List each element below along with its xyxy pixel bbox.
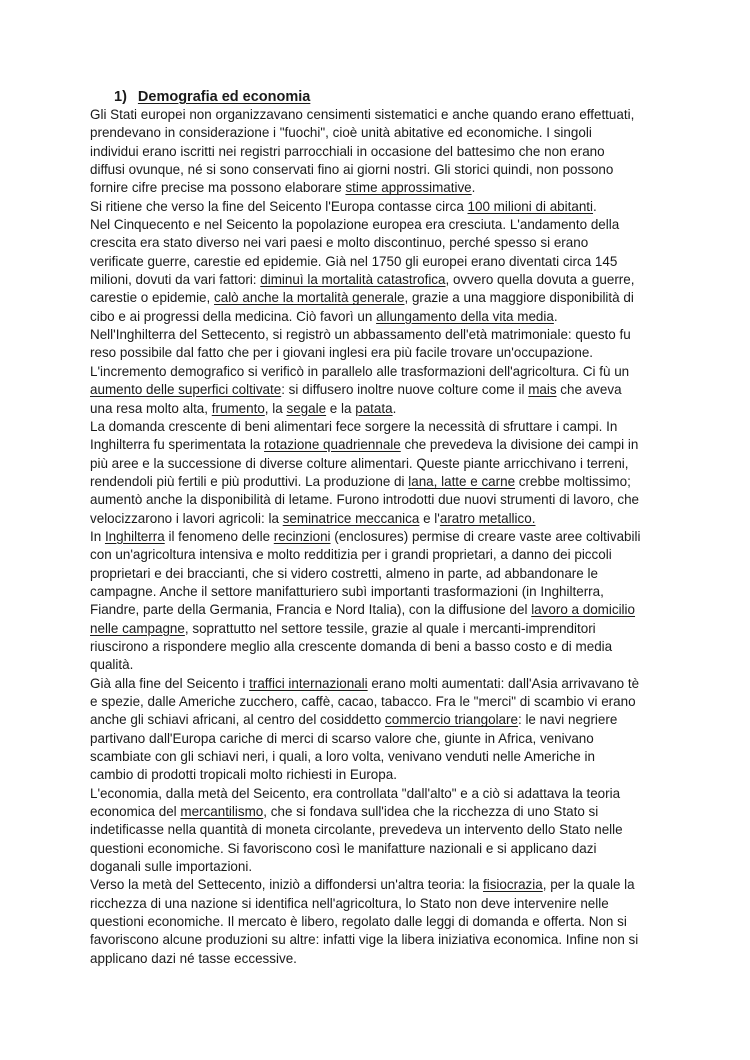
text-run: il fenomeno delle: [164, 528, 274, 544]
underlined-term: commercio triangolare: [385, 712, 518, 728]
text-run: , ovvero quella dovuta a guerre,: [445, 272, 635, 288]
text-line: [90, 730, 660, 748]
paragraph: [90, 106, 660, 198]
text-run: e la: [326, 400, 356, 416]
text-line: [90, 546, 660, 564]
text-run: reso possibile dal fatto che per i giovani inglesi era più facile trovare un'occupazione.: [90, 345, 594, 361]
text-run: , grazie a una maggiore disponibilità di: [404, 290, 634, 306]
paragraph: [90, 528, 660, 675]
text-run: fornire cifre precise ma possono elaborare: [90, 180, 346, 196]
paragraph: [90, 876, 660, 968]
text-run: .: [392, 400, 397, 416]
text-line: [90, 271, 660, 289]
text-run: In: [90, 528, 105, 544]
text-run: favoriscono alcune produzioni su altre: infatti vige la libera iniziativa economica. Infine non si: [90, 932, 639, 948]
text-run: Gli Stati europei non organizzavano censimenti sistematici e anche quando erano effettuati,: [90, 107, 635, 122]
text-line: [90, 418, 660, 436]
underlined-term: aumento delle superfici coltivate: [90, 382, 282, 398]
text-line: [90, 106, 660, 124]
text-run: che prevedeva la divisione dei campi in: [400, 437, 639, 453]
text-run: milioni, dovuti da vari fattori:: [90, 272, 261, 288]
text-line: [90, 931, 660, 949]
text-run: Si ritiene che verso la fine del Seicento l'Europa contasse circa: [90, 198, 468, 214]
text-line: [90, 601, 660, 619]
text-run: più aree e la successione di diverse colture alimentari. Queste piante arricchivano i terreni,: [90, 455, 629, 471]
paragraph: [90, 418, 660, 528]
text-line: [90, 876, 660, 894]
underlined-term: aratro metallico.: [439, 510, 536, 526]
text-run: Inghilterra fu sperimentata la: [90, 437, 265, 453]
text-line: [90, 528, 660, 546]
text-line: [90, 895, 660, 913]
underlined-term: recinzioni: [273, 528, 331, 544]
text-line: [90, 858, 660, 876]
text-line: [90, 565, 660, 583]
text-run: Fiandre, parte della Germania, Francia e Nord Italia), con la diffusione del: [90, 602, 532, 618]
text-run: Nel Cinquecento e nel Seicento la popolazione europea era cresciuta. L'andamento della: [90, 217, 620, 233]
text-run: verificate guerre, carestie ed epidemie. Già nel 1750 gli europei erano diventati circa 145: [90, 253, 618, 269]
text-run: , la: [264, 400, 287, 416]
text-run: , che si fondava sull'idea che la ricchezza di uno Stato si: [263, 804, 599, 820]
text-line: [90, 344, 660, 362]
text-run: L'incremento demografico si verificò in parallelo alle trasformazioni dell'agricoltura. Ci fù un: [90, 363, 630, 379]
text-line: [90, 143, 660, 161]
underlined-term: Inghilterra: [104, 528, 165, 544]
text-run: Già alla fine del Seicento i: [90, 675, 250, 691]
paragraph: [90, 216, 660, 326]
text-run: applicano dazi né tasse eccessive.: [90, 950, 297, 966]
text-run: anche gli schiavi africani, al centro del cosiddetto: [90, 712, 386, 728]
text-run: L'economia, dalla metà del Seicento, era controllata "dall'alto" e a ciò si adattava la teoria: [90, 785, 621, 801]
text-run: La domanda crescente di beni alimentari fece sorgere la necessità di sfruttare i campi. In: [90, 418, 618, 434]
text-line: [90, 656, 660, 674]
text-run: questioni economiche. Si favoriscono così le manifatture nazionali e si applicano dazi: [90, 840, 597, 856]
paragraph: [90, 785, 660, 877]
paragraph: [90, 326, 660, 363]
text-run: ricchezza di una nazione si identifica nell'agricoltura, lo Stato non deve intervenire nelle: [90, 895, 609, 911]
text-run: (enclosures) permise di creare vaste aree coltivabili: [330, 528, 641, 544]
paragraph: [90, 363, 660, 418]
text-line: [90, 289, 660, 307]
text-line: [90, 473, 660, 491]
text-run: .: [593, 198, 597, 214]
text-run: , per la quale la: [542, 877, 635, 893]
text-line: [90, 748, 660, 766]
underlined-term: patata: [355, 400, 393, 416]
text-line: [90, 308, 660, 326]
text-line: [90, 821, 660, 839]
text-run: .: [553, 308, 558, 324]
text-line: [90, 638, 660, 656]
text-run: qualità.: [90, 657, 134, 673]
text-run: erano molti aumentati: dall'Asia arrivavano tè: [367, 675, 640, 691]
text-run: campagne. Anche il settore manifatturiero subì importanti trasformazioni (in Inghilterra,: [90, 583, 604, 599]
text-run: riuscirono a rispondere meglio alla crescente domanda di beni a basso costo e di media: [90, 638, 613, 654]
body-text: [90, 106, 660, 968]
underlined-term: allungamento della vita media: [376, 308, 554, 324]
underlined-term: diminuì la mortalità catastrofica: [260, 272, 446, 288]
text-run: carestie o epidemie,: [90, 290, 214, 306]
text-run: rendendoli più fertili e più produttivi. La produzione di: [90, 473, 409, 489]
underlined-term: nelle campagne: [90, 620, 185, 636]
text-run: indetificasse nella quantità di moneta circolante, prevedeva un intervento dello Stato nelle: [90, 822, 623, 838]
text-run: Nell'Inghilterra del Settecento, si registrò un abbassamento dell'età matrimoniale: questo fu: [90, 327, 631, 343]
text-run: diffusi ovunque, né si sono conservati fino ai giorni nostri. Gli storici quindi, non possono: [90, 162, 614, 178]
text-line: [90, 766, 660, 784]
underlined-term: fisiocrazia: [482, 877, 543, 893]
text-run: : le navi negriere: [517, 712, 618, 728]
text-line: [90, 510, 660, 528]
text-run: : si diffusero inoltre nuove colture come il: [281, 382, 529, 398]
text-run: individui erano iscritti nei registri parrocchiali in occasione del battesimo che non erano: [90, 143, 605, 159]
text-line: [90, 785, 660, 803]
underlined-term: mais: [528, 382, 557, 398]
underlined-term: segale: [286, 400, 327, 416]
text-line: [90, 234, 660, 252]
underlined-term: mercantilismo: [180, 804, 264, 820]
text-line: [90, 253, 660, 271]
text-run: prendevano in considerazione i "fuochi", cioè unità abitative ed economiche. I singoli: [90, 125, 592, 141]
text-line: [90, 840, 660, 858]
text-run: crescita era stato diverso nei vari paesi e molto discontinuo, perché spesso si erano: [90, 235, 589, 251]
text-run: partivano dall'Europa cariche di merci di scarso valore che, giunte in Africa, venivano: [90, 730, 594, 746]
paragraph: [90, 198, 660, 216]
underlined-term: 100 milioni di abitanti: [467, 198, 594, 214]
text-run: Verso la metà del Settecento, iniziò a diffondersi un'altra teoria: la: [90, 877, 483, 893]
text-run: crebbe moltissimo;: [515, 473, 631, 489]
text-line: [90, 363, 660, 381]
text-line: [90, 711, 660, 729]
underlined-term: lana, latte e carne: [408, 473, 516, 489]
underlined-term: rotazione quadriennale: [264, 437, 401, 453]
text-run: e spezie, dalle Americhe zucchero, caffè, cacao, tabacco. Fra le "merci" di scambio vi erano: [90, 694, 636, 709]
underlined-term: traffici internazionali: [249, 675, 368, 691]
text-line: [90, 583, 660, 601]
text-run: questioni economiche. Il mercato è libero, regolato dalle leggi di domanda e offerta. Non si: [90, 914, 627, 930]
text-line: [90, 436, 660, 454]
text-line: [90, 326, 660, 344]
text-run: velocizzarono i lavori agricoli: la: [90, 510, 283, 526]
text-run: che aveva: [556, 382, 622, 398]
section-title: Demografia ed economia: [137, 89, 311, 105]
text-line: [90, 216, 660, 234]
text-run: cambio di prodotti tropicali molto richiesti in Europa.: [90, 767, 397, 783]
text-line: [90, 913, 660, 931]
text-run: doganali sulle importazioni.: [90, 859, 253, 875]
text-run: una resa molto alta,: [90, 400, 212, 416]
text-run: , soprattutto nel settore tessile, grazie al quale i mercanti-imprenditori: [184, 620, 596, 636]
text-line: [90, 381, 660, 399]
text-run: .: [471, 180, 476, 196]
text-line: [90, 179, 660, 197]
text-run: economica del: [90, 804, 181, 820]
text-line: [90, 675, 660, 693]
underlined-term: stime approssimative: [345, 180, 472, 196]
text-line: [90, 491, 660, 509]
text-line: [90, 455, 660, 473]
text-line: [90, 198, 660, 216]
underlined-term: lavoro a domicilio: [531, 602, 636, 618]
text-line: [90, 693, 660, 711]
text-line: [90, 620, 660, 638]
text-run: e l': [419, 510, 440, 526]
underlined-term: frumento: [211, 400, 265, 416]
text-line: [90, 803, 660, 821]
text-line: [90, 950, 660, 968]
underlined-term: calò anche la mortalità generale: [214, 290, 405, 306]
section-number: 1): [114, 89, 127, 105]
underlined-term: seminatrice meccanica: [282, 510, 420, 526]
section-heading: [90, 88, 660, 106]
text-line: [90, 400, 660, 418]
text-line: [90, 124, 660, 142]
text-run: cibo e ai progressi della medicina. Ciò favorì un: [90, 308, 377, 324]
text-run: aumentò anche la disponibilità di letame. Furono introdotti due nuovi strumenti di lavoro, che: [90, 492, 640, 508]
text-run: con un'agricoltura intensiva e molto redditizia per i grandi proprietari, a danno dei piccoli: [90, 547, 612, 563]
text-run: scambiate con gli schiavi neri, i quali, a loro volta, venivano venduti nelle Americhe in: [90, 749, 595, 765]
text-line: [90, 161, 660, 179]
text-run: proprietari e dei braccianti, che si videro costretti, almeno in parte, ad abbandonare le: [90, 565, 598, 581]
paragraph: [90, 675, 660, 785]
